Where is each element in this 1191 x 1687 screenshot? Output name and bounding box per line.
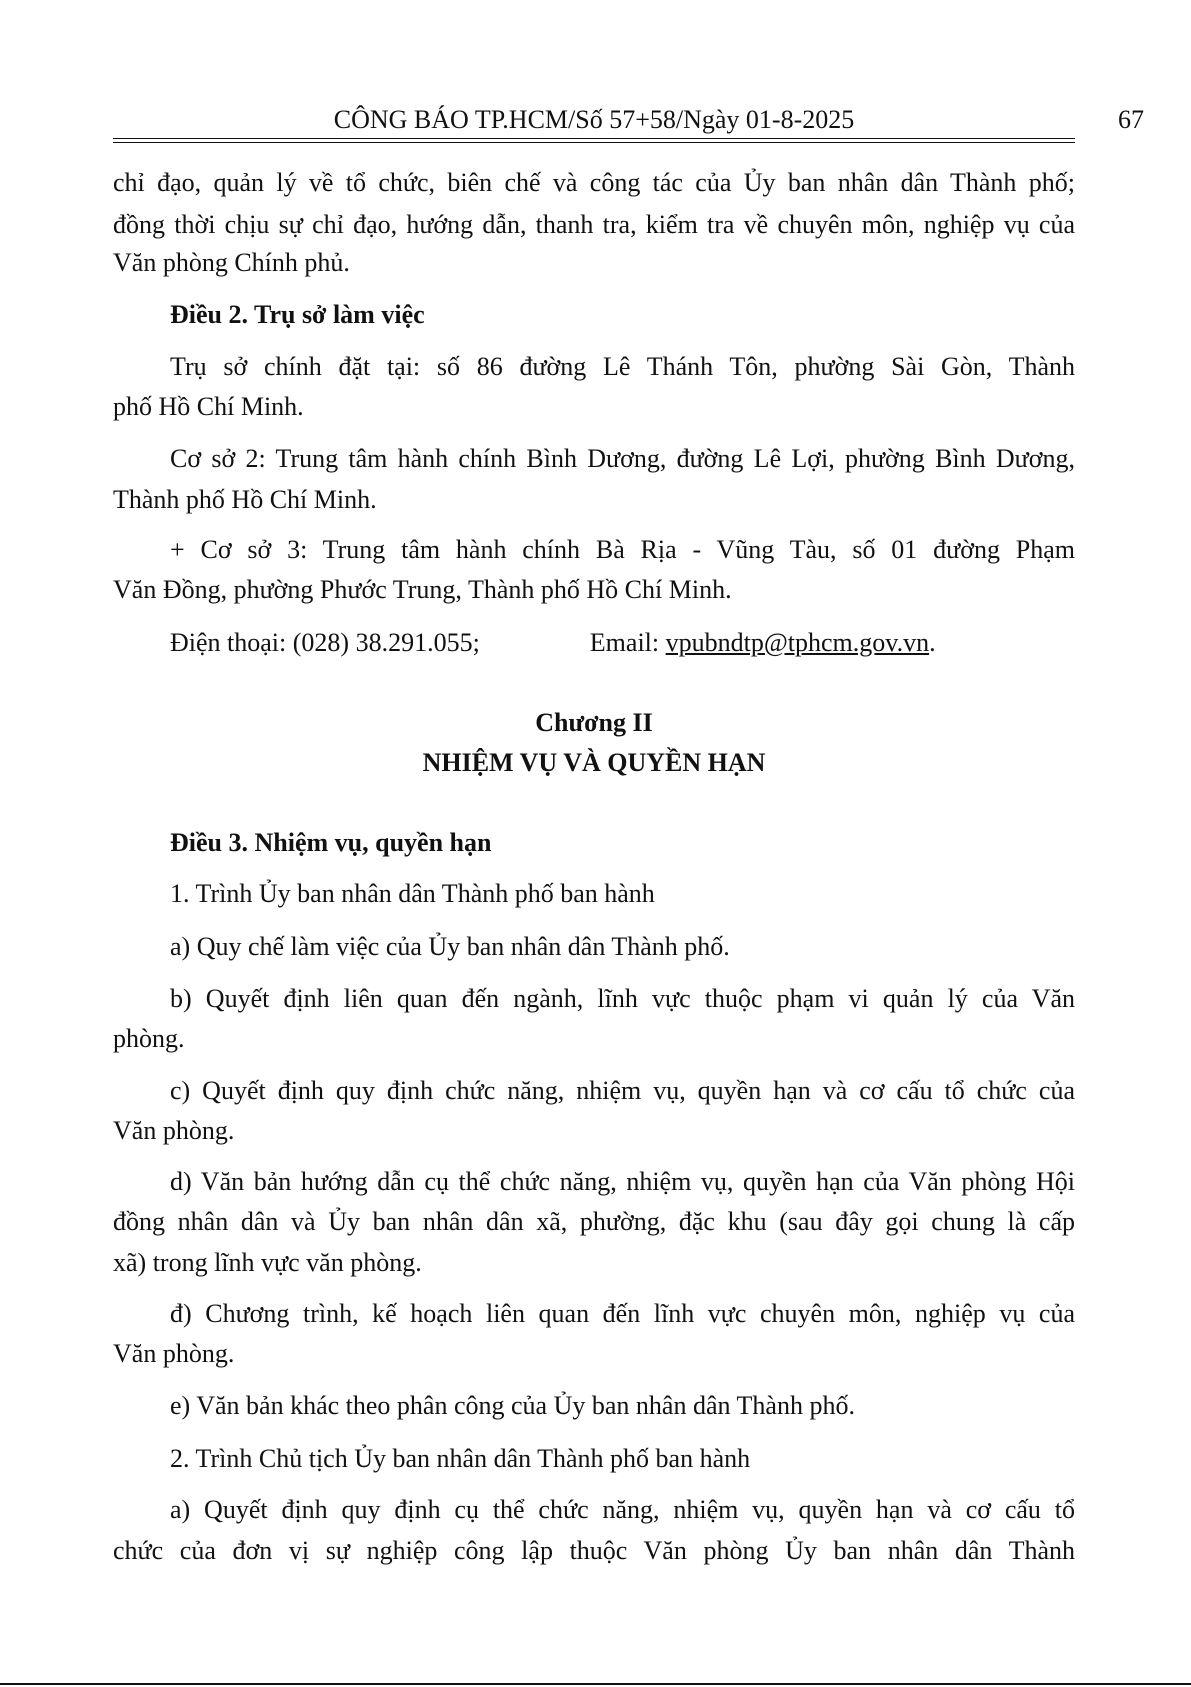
- page-number: 67: [1118, 105, 1144, 134]
- paragraph-line: e) Văn bản khác theo phân công của Ủy ban nhân dân Thành phố.: [170, 1391, 855, 1420]
- paragraph-line: đồng thời chịu sự chỉ đạo, hướng dẫn, thanh tra, kiểm tra về chuyên môn, nghiệp vụ của: [113, 210, 1075, 239]
- paragraph-line: đ) Chương trình, kế hoạch liên quan đến lĩnh vực chuyên môn, nghiệp vụ của: [170, 1299, 1075, 1328]
- paragraph-line: b) Quyết định liên quan đến ngành, lĩnh vực thuộc phạm vi quản lý của Văn: [170, 984, 1075, 1013]
- article-heading: Điều 3. Nhiệm vụ, quyền hạn: [170, 828, 492, 857]
- article-heading: Điều 2. Trụ sở làm việc: [170, 300, 425, 329]
- email-label: Email:: [589, 628, 666, 657]
- paragraph-line: Trụ sở chính đặt tại: số 86 đường Lê Thánh Tôn, phường Sài Gòn, Thành: [170, 352, 1075, 381]
- paragraph-line: d) Văn bản hướng dẫn cụ thể chức năng, nhiệm vụ, quyền hạn của Văn phòng Hội: [170, 1167, 1075, 1196]
- paragraph-line: Văn Đồng, phường Phước Trung, Thành phố Hồ Chí Minh.: [113, 575, 732, 604]
- paragraph-line: Cơ sở 2: Trung tâm hành chính Bình Dương, đường Lê Lợi, phường Bình Dương,: [170, 444, 1075, 473]
- paragraph-line: đồng nhân dân và Ủy ban nhân dân xã, phường, đặc khu (sau đây gọi chung là cấp: [113, 1207, 1075, 1236]
- page-bottom-border: [0, 1683, 1191, 1685]
- paragraph-line: 2. Trình Chủ tịch Ủy ban nhân dân Thành phố ban hành: [170, 1444, 751, 1473]
- email-link[interactable]: vpubndtp@tphcm.gov.vn: [665, 628, 930, 657]
- chapter-heading: Chương II: [535, 708, 653, 737]
- header-double-rule: [113, 138, 1075, 143]
- paragraph-line: phòng.: [113, 1024, 185, 1053]
- email-suffix: .: [929, 628, 936, 657]
- paragraph-line: chỉ đạo, quản lý về tổ chức, biên chế và công tác của Ủy ban nhân dân Thành phố;: [113, 168, 1075, 197]
- paragraph-line: c) Quyết định quy định chức năng, nhiệm vụ, quyền hạn và cơ cấu tổ chức của: [170, 1076, 1075, 1105]
- page-header-title: CÔNG BÁO TP.HCM/Số 57+58/Ngày 01-8-2025: [333, 105, 855, 134]
- paragraph-line: a) Quy chế làm việc của Ủy ban nhân dân Thành phố.: [170, 932, 730, 961]
- paragraph-line: a) Quyết định quy định cụ thể chức năng, nhiệm vụ, quyền hạn và cơ cấu tổ: [170, 1495, 1075, 1524]
- chapter-heading: NHIỆM VỤ VÀ QUYỀN HẠN: [422, 748, 766, 777]
- paragraph-line: xã) trong lĩnh vực văn phòng.: [113, 1248, 422, 1277]
- paragraph-line: Văn phòng.: [113, 1339, 235, 1368]
- phone-text: Điện thoại: (028) 38.291.055;: [170, 628, 480, 657]
- paragraph-line: + Cơ sở 3: Trung tâm hành chính Bà Rịa - Vũng Tàu, số 01 đường Phạm: [170, 535, 1075, 564]
- paragraph-line: chức của đơn vị sự nghiệp công lập thuộc Văn phòng Ủy ban nhân dân Thành: [113, 1536, 1075, 1565]
- paragraph-line: 1. Trình Ủy ban nhân dân Thành phố ban hành: [170, 879, 655, 908]
- contact-line: [170, 623, 1075, 663]
- paragraph-line: Thành phố Hồ Chí Minh.: [113, 485, 377, 514]
- paragraph-line: phố Hồ Chí Minh.: [113, 392, 304, 421]
- paragraph-line: Văn phòng Chính phủ.: [113, 248, 350, 277]
- paragraph-line: Văn phòng.: [113, 1116, 235, 1145]
